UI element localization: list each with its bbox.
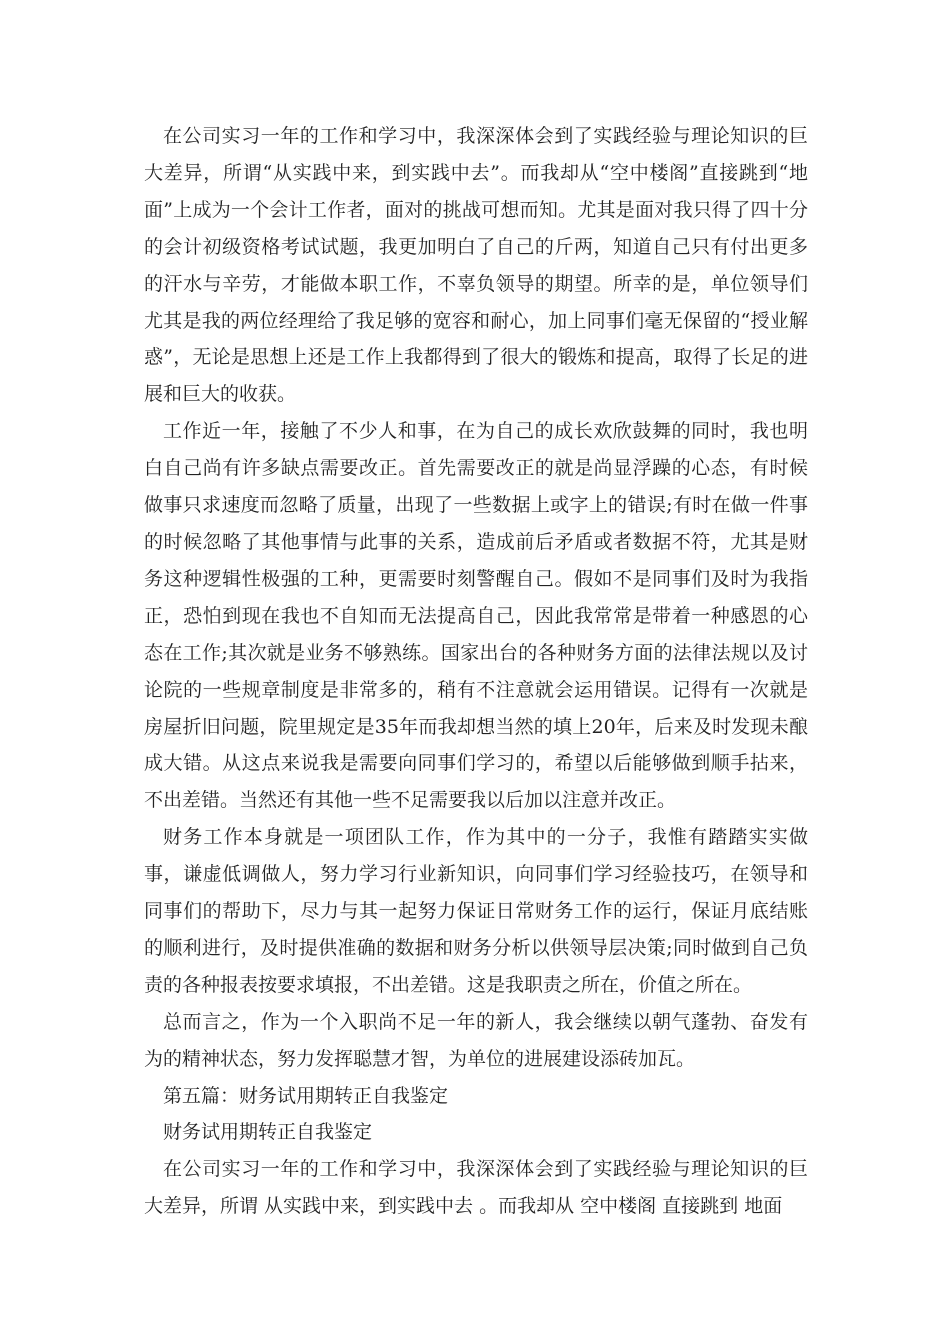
paragraph-4: 总而言之，作为一个入职尚不足一年的新人，我会继续以朝气蓬勃、奋发有为的精神状态，努力发挥聪慧才智，为单位的进展建设添砖加瓦。 (144, 1010, 808, 1070)
paragraph-2: 工作近一年，接触了不少人和事，在为自己的成长欢欣鼓舞的同时，我也明白自己尚有许多缺点需要改正。首先需要改正的就是尚显浮躁的心态，有时候做事只求速度而忽略了质量，出现了一些数据上或字上的错误;有时在做一件事的时候忽略了其他事情与此事的关系，造成前后矛盾或者数据不符，尤其是财务这种逻辑性极强的工种，更需要时刻警醒自己。假如不是同事们及时为我指正，恐怕到现在我也不自知而无法提高自己，因此我常常是带着一种感恩的心态在工作;其次就是业务不够熟练。国家出台的各种财务方面的法律法规以及讨论院的一些规章制度是非常多的，稍有不注意就会运用错误。记得有一次就是房屋折旧问题，院里规定是35年而我却想当然的填上20年，后来及时发现未酿成大错。从这点来说我是需要向同事们学习的，希望以后能够做到顺手拈来，不出差错。当然还有其他一些不足需要我以后加以注意并改正。 (144, 420, 808, 812)
section-subtitle: 财务试用期转正自我鉴定 (163, 1121, 373, 1144)
paragraph-3: 财务工作本身就是一项团队工作，作为其中的一分子，我惟有踏踏实实做事，谦虚低调做人，努力学习行业新知识，向同事们学习经验技巧，在领导和同事们的帮助下，尽力与其一起努力保证日常财务工作的运行，保证月底结账的顺利进行，及时提供准确的数据和财务分析以供领导层决策;同时做到自己负责的各种报表按要求填报，不出差错。这是我职责之所在，价值之所在。 (144, 826, 808, 996)
paragraph-1: 在公司实习一年的工作和学习中，我深深体会到了实践经验与理论知识的巨大差异，所谓“从实践中来，到实践中去”。而我却从“空中楼阁”直接跳到“地面”上成为一个会计工作者，面对的挑战可想而知。尤其是面对我只得了四十分的会计初级资格考试试题，我更加明白了自己的斤两，知道自己只有付出更多的汗水与辛劳，才能做本职工作，不辜负领导的期望。所幸的是，单位领导们尤其是我的两位经理给了我足够的宽容和耐心，加上同事们毫无保留的“授业解惑”，无论是思想上还是工作上我都得到了很大的锻炼和提高，取得了长足的进展和巨大的收获。 (144, 125, 808, 406)
section-heading: 第五篇：财务试用期转正自我鉴定 (163, 1084, 449, 1107)
paragraph-5: 在公司实习一年的工作和学习中，我深深体会到了实践经验与理论知识的巨大差异，所谓 从实践中来，到实践中去 。而我却从 空中楼阁 直接跳到 地面 (144, 1158, 808, 1218)
document-page (144, 118, 808, 1225)
